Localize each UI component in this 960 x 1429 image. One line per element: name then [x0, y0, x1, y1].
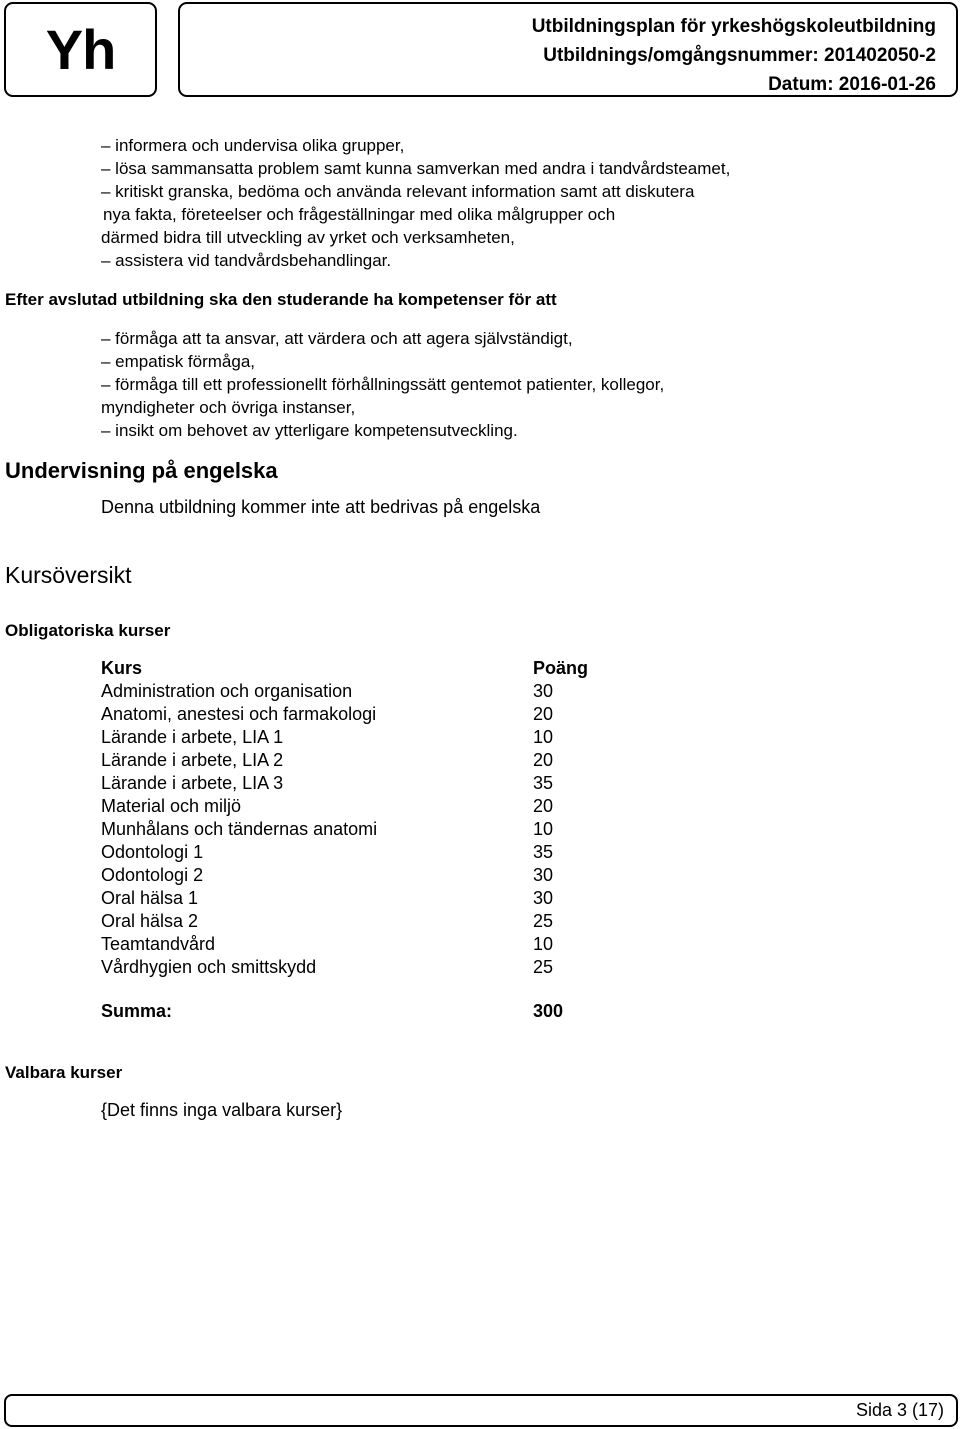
- table-row: [101, 818, 588, 841]
- competence-list: [101, 327, 664, 442]
- list-item: – informera och undervisa olika grupper,: [101, 136, 405, 155]
- course-points: 20: [533, 704, 554, 724]
- english-heading: Undervisning på engelska: [5, 458, 278, 483]
- sum-label: Summa:: [101, 1001, 173, 1021]
- document-header: [178, 2, 958, 97]
- list-item: – assistera vid tandvårdsbehandlingar.: [101, 251, 392, 270]
- course-name: Odontologi 2: [101, 865, 204, 885]
- course-name: Odontologi 1: [101, 842, 204, 862]
- list-item: – förmåga till ett professionellt förhållningssätt gentemot patienter, kollegor,: [101, 375, 665, 394]
- table-row: [101, 726, 588, 749]
- course-points: 10: [533, 727, 554, 747]
- logo-text: Yh: [45, 18, 116, 81]
- page-number: Sida 3 (17): [855, 1400, 944, 1420]
- column-header-course: Kurs: [101, 658, 143, 678]
- course-points: 30: [533, 681, 554, 701]
- sum-value: 300: [533, 1001, 564, 1021]
- course-points: 10: [533, 819, 554, 839]
- course-points: 30: [533, 888, 554, 908]
- table-row: [101, 910, 588, 933]
- header-date: Datum: 2016-01-26: [768, 74, 936, 95]
- table-row: [101, 887, 588, 910]
- course-points: 25: [533, 957, 554, 977]
- course-name: Munhålans och tändernas anatomi: [101, 819, 378, 839]
- header-title: Utbildningsplan för yrkeshögskoleutbildning: [531, 16, 936, 37]
- yh-logo: [4, 2, 157, 97]
- course-name: Vårdhygien och smittskydd: [101, 957, 317, 977]
- page-footer: [4, 1394, 958, 1427]
- table-row: [101, 933, 588, 956]
- course-name: Administration och organisation: [101, 681, 353, 701]
- course-name: Lärande i arbete, LIA 2: [101, 750, 284, 770]
- english-text: Denna utbildning kommer inte att bedrivas på engelska: [101, 497, 541, 517]
- course-name: Lärande i arbete, LIA 1: [101, 727, 284, 747]
- course-name: Anatomi, anestesi och farmakologi: [101, 704, 377, 724]
- header-number: Utbildnings/omgångsnummer: 201402050-2: [543, 45, 936, 66]
- list-item: – lösa sammansatta problem samt kunna samverkan med andra i tandvårdsteamet,: [101, 159, 731, 178]
- table-row: [101, 680, 588, 703]
- course-table: [101, 657, 588, 979]
- course-points: 30: [533, 865, 554, 885]
- elective-courses-text: {Det finns inga valbara kurser}: [101, 1100, 343, 1120]
- list-item: – insikt om behovet av ytterligare kompetensutveckling.: [101, 421, 518, 440]
- course-points: 35: [533, 842, 554, 862]
- course-points: 10: [533, 934, 554, 954]
- course-name: Teamtandvård: [101, 934, 216, 954]
- column-header-points: Poäng: [533, 658, 589, 678]
- course-table-header: [101, 657, 588, 680]
- list-item: myndigheter och övriga instanser,: [101, 398, 356, 417]
- course-overview-heading: Kursöversikt: [5, 562, 132, 588]
- mandatory-courses-heading: Obligatoriska kurser: [5, 621, 171, 640]
- list-item: – empatisk förmåga,: [101, 352, 256, 371]
- course-points: 25: [533, 911, 554, 931]
- course-name: Lärande i arbete, LIA 3: [101, 773, 284, 793]
- competence-heading: Efter avslutad utbildning ska den studerande ha kompetenser för att: [5, 290, 557, 309]
- list-item: – kritiskt granska, bedöma och använda relevant information samt att diskutera: [101, 182, 695, 201]
- table-row: [101, 772, 588, 795]
- skills-list: [101, 134, 730, 272]
- table-row: [101, 795, 588, 818]
- course-points: 20: [533, 750, 554, 770]
- elective-courses-heading: Valbara kurser: [5, 1063, 123, 1082]
- table-row: [101, 841, 588, 864]
- list-item: nya fakta, företeelser och frågeställningar med olika målgrupper och: [103, 205, 616, 224]
- table-row: [101, 956, 588, 979]
- course-name: Oral hälsa 2: [101, 911, 199, 931]
- course-name: Oral hälsa 1: [101, 888, 199, 908]
- table-row: [101, 864, 588, 887]
- course-points: 20: [533, 796, 554, 816]
- course-name: Material och miljö: [101, 796, 242, 816]
- list-item: därmed bidra till utveckling av yrket och verksamheten,: [101, 228, 515, 247]
- list-item: – förmåga att ta ansvar, att värdera och att agera självständigt,: [101, 329, 573, 348]
- table-row: [101, 749, 588, 772]
- course-points: 35: [533, 773, 554, 793]
- table-row: [101, 703, 588, 726]
- course-sum-row: [101, 1000, 563, 1023]
